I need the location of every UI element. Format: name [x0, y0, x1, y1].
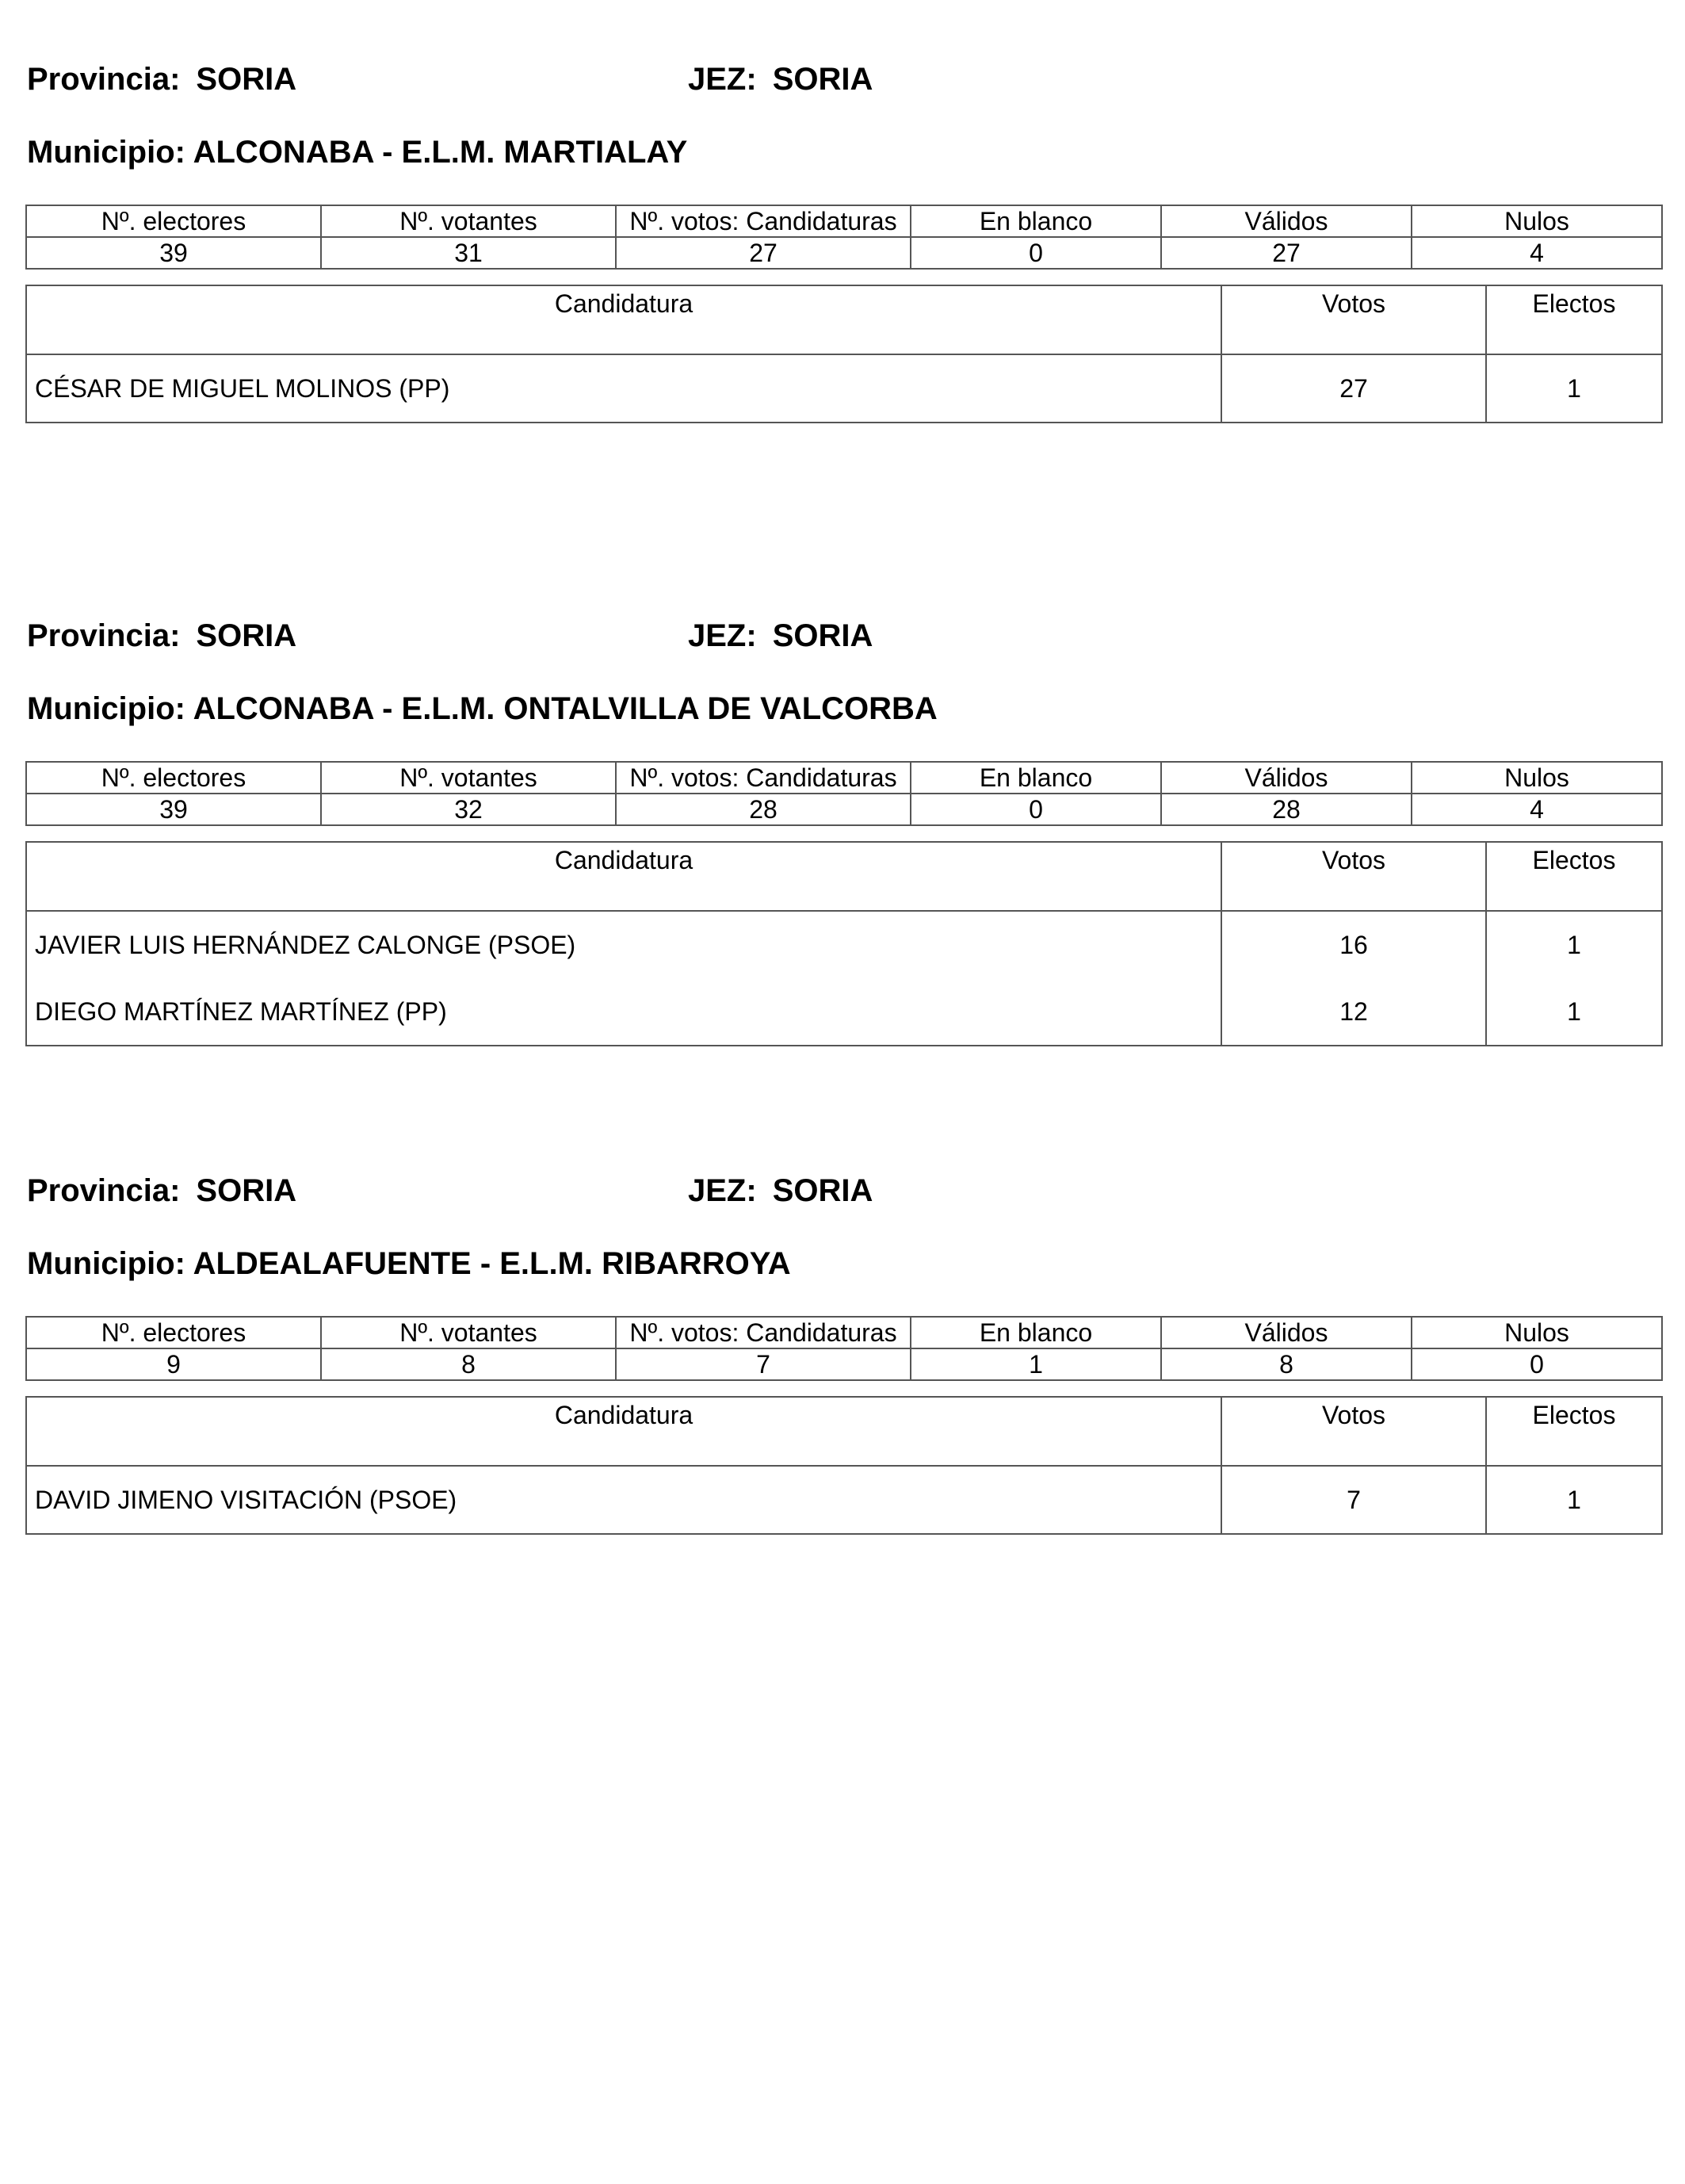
- jez-value: SORIA: [772, 618, 873, 653]
- candidate-row: [26, 911, 1662, 978]
- stats-value-votantes: 31: [321, 237, 616, 269]
- votos-header: Votos: [1221, 842, 1486, 911]
- candidate-electos: 1: [1486, 911, 1662, 978]
- provincia-value: SORIA: [196, 62, 297, 97]
- stats-value-en-blanco: 1: [911, 1348, 1161, 1380]
- jez-label: JEZ:: [688, 618, 757, 653]
- candidate-row: [26, 1466, 1662, 1534]
- stats-header-validos: Válidos: [1161, 1317, 1412, 1348]
- candidate-name: DIEGO MARTÍNEZ MARTÍNEZ (PP): [26, 978, 1221, 1046]
- municipio-label: Municipio:: [27, 1246, 185, 1281]
- jez-header: [688, 63, 873, 95]
- candidatura-header: Candidatura: [26, 285, 1221, 354]
- stats-value-validos: 27: [1161, 237, 1412, 269]
- jez-header: [688, 620, 873, 652]
- stats-header-votos-candidaturas: Nº. votos: Candidaturas: [616, 205, 911, 237]
- stats-header-en-blanco: En blanco: [911, 205, 1161, 237]
- candidate-electos: 1: [1486, 354, 1662, 423]
- stats-value-en-blanco: 0: [911, 794, 1161, 825]
- jez-value: SORIA: [772, 1173, 873, 1208]
- candidate-name: DAVID JIMENO VISITACIÓN (PSOE): [26, 1466, 1221, 1534]
- provincia-header: [27, 620, 296, 652]
- stats-header-validos: Válidos: [1161, 762, 1412, 794]
- candidate-name: JAVIER LUIS HERNÁNDEZ CALONGE (PSOE): [26, 911, 1221, 978]
- candidatura-header: Candidatura: [26, 1397, 1221, 1466]
- stats-value-row: [26, 1348, 1662, 1380]
- municipio-header: [27, 1248, 791, 1279]
- provincia-header: [27, 63, 296, 95]
- electos-header: Electos: [1486, 842, 1662, 911]
- candidate-votos: 12: [1221, 978, 1486, 1046]
- stats-header-electores: Nº. electores: [26, 762, 321, 794]
- candidates-table: [25, 1396, 1663, 1535]
- municipio-section-2: [25, 620, 1661, 1064]
- stats-value-validos: 28: [1161, 794, 1412, 825]
- municipio-section-1: [25, 63, 1661, 507]
- stats-table: [25, 205, 1663, 270]
- provincia-label: Provincia:: [27, 1173, 181, 1208]
- stats-value-row: [26, 794, 1662, 825]
- stats-header-nulos: Nulos: [1412, 205, 1662, 237]
- jez-header: [688, 1175, 873, 1207]
- candidate-electos: 1: [1486, 978, 1662, 1046]
- stats-header-votantes: Nº. votantes: [321, 205, 616, 237]
- stats-value-electores: 9: [26, 1348, 321, 1380]
- stats-header-electores: Nº. electores: [26, 1317, 321, 1348]
- stats-header-en-blanco: En blanco: [911, 762, 1161, 794]
- stats-value-electores: 39: [26, 794, 321, 825]
- municipio-label: Municipio:: [27, 135, 185, 170]
- stats-value-row: [26, 237, 1662, 269]
- electos-header: Electos: [1486, 1397, 1662, 1466]
- stats-value-votantes: 8: [321, 1348, 616, 1380]
- jez-label: JEZ:: [688, 62, 757, 97]
- stats-value-nulos: 4: [1412, 237, 1662, 269]
- electos-header: Electos: [1486, 285, 1662, 354]
- stats-table: [25, 1316, 1663, 1381]
- provincia-label: Provincia:: [27, 62, 181, 97]
- municipio-label: Municipio:: [27, 691, 185, 726]
- stats-table: [25, 761, 1663, 826]
- stats-header-en-blanco: En blanco: [911, 1317, 1161, 1348]
- candidate-row: [26, 978, 1662, 1046]
- stats-value-electores: 39: [26, 237, 321, 269]
- stats-header-votos-candidaturas: Nº. votos: Candidaturas: [616, 1317, 911, 1348]
- candidatura-header: Candidatura: [26, 842, 1221, 911]
- stats-header-votantes: Nº. votantes: [321, 762, 616, 794]
- provincia-label: Provincia:: [27, 618, 181, 653]
- candidate-votos: 27: [1221, 354, 1486, 423]
- stats-header-row: [26, 1317, 1662, 1348]
- stats-header-validos: Válidos: [1161, 205, 1412, 237]
- stats-header-nulos: Nulos: [1412, 1317, 1662, 1348]
- candidates-table: [25, 285, 1663, 423]
- municipio-section-3: [25, 1175, 1661, 1619]
- provincia-header: [27, 1175, 296, 1207]
- candidates-header-row: [26, 285, 1662, 354]
- votos-header: Votos: [1221, 285, 1486, 354]
- jez-label: JEZ:: [688, 1173, 757, 1208]
- stats-value-nulos: 4: [1412, 794, 1662, 825]
- municipio-header: [27, 136, 687, 168]
- jez-value: SORIA: [772, 62, 873, 97]
- candidates-header-row: [26, 1397, 1662, 1466]
- stats-value-validos: 8: [1161, 1348, 1412, 1380]
- stats-header-nulos: Nulos: [1412, 762, 1662, 794]
- stats-header-votos-candidaturas: Nº. votos: Candidaturas: [616, 762, 911, 794]
- stats-value-votos-candidaturas: 7: [616, 1348, 911, 1380]
- stats-header-votantes: Nº. votantes: [321, 1317, 616, 1348]
- stats-value-en-blanco: 0: [911, 237, 1161, 269]
- stats-header-electores: Nº. electores: [26, 205, 321, 237]
- stats-value-votos-candidaturas: 27: [616, 237, 911, 269]
- candidates-table: [25, 841, 1663, 1046]
- municipio-header: [27, 693, 938, 725]
- candidate-row: [26, 354, 1662, 423]
- provincia-value: SORIA: [196, 1173, 297, 1208]
- stats-header-row: [26, 205, 1662, 237]
- stats-value-votos-candidaturas: 28: [616, 794, 911, 825]
- stats-value-nulos: 0: [1412, 1348, 1662, 1380]
- provincia-value: SORIA: [196, 618, 297, 653]
- candidate-votos: 7: [1221, 1466, 1486, 1534]
- votos-header: Votos: [1221, 1397, 1486, 1466]
- municipio-value: ALCONABA - E.L.M. MARTIALAY: [193, 135, 688, 170]
- candidate-electos: 1: [1486, 1466, 1662, 1534]
- municipio-value: ALDEALAFUENTE - E.L.M. RIBARROYA: [193, 1246, 791, 1281]
- candidate-votos: 16: [1221, 911, 1486, 978]
- candidates-header-row: [26, 842, 1662, 911]
- candidate-name: CÉSAR DE MIGUEL MOLINOS (PP): [26, 354, 1221, 423]
- stats-value-votantes: 32: [321, 794, 616, 825]
- municipio-value: ALCONABA - E.L.M. ONTALVILLA DE VALCORBA: [193, 691, 938, 726]
- stats-header-row: [26, 762, 1662, 794]
